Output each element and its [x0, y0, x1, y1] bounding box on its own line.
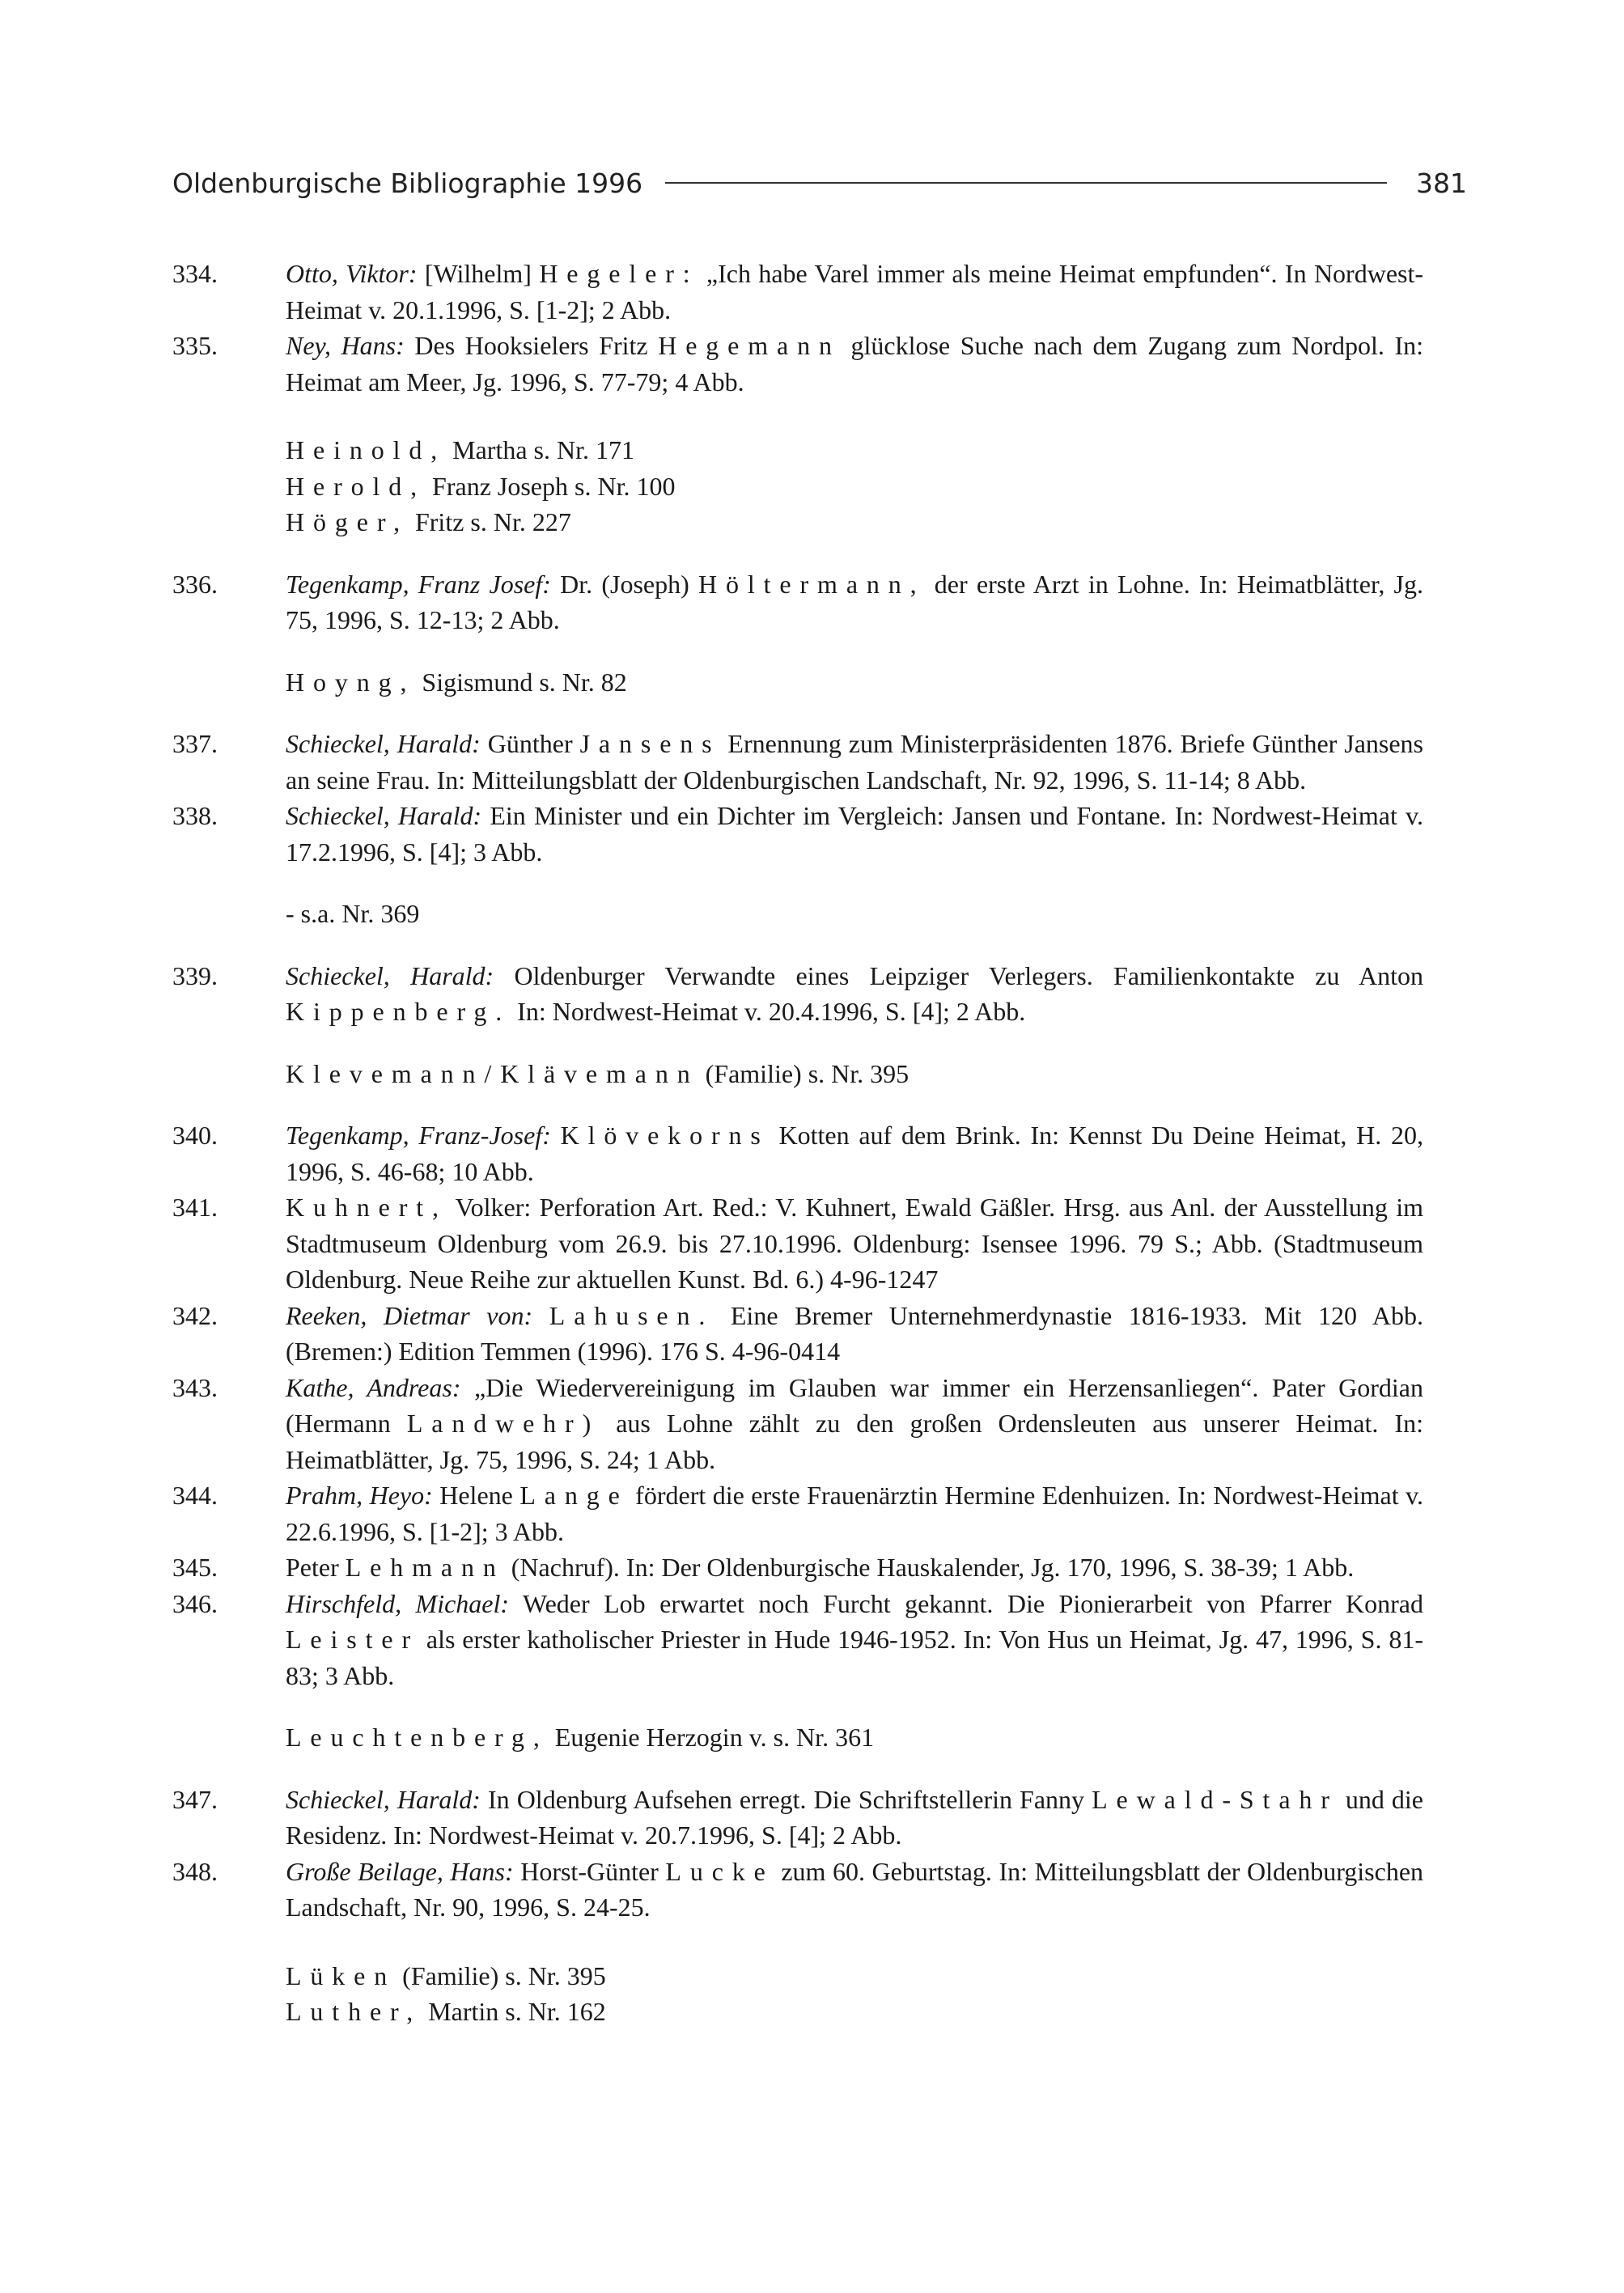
bibliography-list [172, 256, 1423, 2030]
entry-text: Sigismund s. Nr. 82 [415, 667, 627, 697]
entry-text: als erster katholischer Priester in Hude 1946-1952. In: Von Hus un Heimat, Jg. 47, 1996, S. 81-83; 3 Abb. [286, 1625, 1423, 1690]
entry-text: Martha s. Nr. 171 [446, 435, 634, 464]
bibliography-entry [172, 958, 1423, 1030]
entry-number: 348. [172, 1856, 218, 1886]
spaced-name: Kuhnert, [286, 1193, 447, 1222]
cross-reference [172, 896, 1423, 932]
spaced-name: Lange [519, 1481, 629, 1510]
entry-text [532, 1301, 549, 1330]
spacer [172, 1693, 1423, 1719]
page-number: 381 [1416, 167, 1467, 199]
entry-text: - s.a. Nr. 369 [286, 899, 420, 928]
spaced-name: Klevemann/Klävemann [286, 1058, 699, 1088]
entry-author: Ney, Hans: [286, 331, 405, 360]
bibliography-entry [172, 256, 1423, 328]
spacer [172, 638, 1423, 664]
entry-text: Kotten auf dem Brink. In: Kennst Du Deine Heimat, H. 20, 1996, S. 46-68; 10 Abb. [286, 1121, 1424, 1186]
entry-author: Schieckel, Harald: [286, 960, 494, 990]
entry-number: 334. [172, 259, 218, 288]
spaced-name: Klövekorns [560, 1121, 770, 1150]
entry-text: Franz Joseph s. Nr. 100 [426, 471, 676, 501]
cross-reference [172, 1719, 1423, 1756]
bibliography-entry [172, 1782, 1423, 1854]
entry-text: der erste Arzt in Lohne. In: Heimatblätter, Jg. 75, 1996, S. 12-13; 2 Abb. [286, 569, 1424, 634]
cross-reference [172, 1994, 1423, 2030]
spacer [172, 1091, 1423, 1117]
spacer [172, 870, 1423, 896]
entry-number: 343. [172, 1372, 218, 1402]
entry-text: [Wilhelm] [417, 259, 540, 288]
entry-author: Schieckel, Harald: [286, 801, 482, 830]
entry-number: 339. [172, 960, 218, 990]
spaced-name: Lewald-Stahr [1092, 1784, 1338, 1814]
spaced-name: Heinold, [286, 435, 447, 464]
bibliography-entry [172, 798, 1423, 870]
entry-text: Fritz s. Nr. 227 [408, 507, 571, 536]
spaced-name: Herold, [286, 471, 426, 501]
bibliography-entry [172, 1370, 1423, 1478]
entry-number: 344. [172, 1481, 218, 1510]
entry-text: fördert die erste Frauenärztin Hermine Edenhuizen. In: Nordwest-Heimat v. 22.6.1996, S. [1-2]; 3 Abb. [286, 1481, 1424, 1546]
spaced-name: Lüken [286, 1960, 396, 1990]
entry-number: 337. [172, 729, 218, 758]
entry-author: Otto, Viktor: [286, 259, 418, 288]
bibliography-entry [172, 726, 1423, 798]
cross-reference [172, 664, 1423, 701]
entry-text: Des Hooksielers Fritz [404, 331, 659, 360]
header-rule [665, 182, 1387, 184]
entry-text: Eine Bremer Unternehmerdynastie 1816-1933. Mit 120 Abb. (Bremen:) Edition Temmen (1996). 176 S. 4-96-0414 [286, 1300, 1424, 1366]
bibliography-entry [172, 1298, 1423, 1370]
spaced-name: Lahusen. [549, 1300, 714, 1330]
spacer [172, 700, 1423, 726]
entry-text [551, 1121, 561, 1150]
cross-reference [172, 504, 1423, 540]
spaced-name: Hoyng, [286, 667, 416, 697]
entry-text: Horst-Günter [513, 1856, 666, 1886]
spaced-name: Hegeler: [539, 259, 699, 288]
bibliography-entry [172, 328, 1423, 400]
spaced-name: Kippenberg. [286, 997, 511, 1026]
entry-author: Große Beilage, Hans: [286, 1856, 514, 1886]
entry-author: Reeken, Dietmar von: [286, 1300, 533, 1330]
entry-text: Weder Lob erwartet noch Furcht gekannt. Die Pionierarbeit von Pfarrer Konrad [509, 1588, 1424, 1618]
spacer [172, 932, 1423, 958]
cross-reference [172, 1958, 1423, 1994]
entry-number: 340. [172, 1121, 218, 1150]
entry-text: In: Nordwest-Heimat v. 20.4.1996, S. [4]; 2 Abb. [511, 997, 1026, 1026]
entry-text: zum 60. Geburtstag. In: Mitteilungsblatt der Oldenburgischen Landschaft, Nr. 90, 1996, S. 24-25. [286, 1856, 1424, 1922]
spaced-name: Landwehr) [406, 1409, 600, 1438]
entry-text: Eugenie Herzogin v. s. Nr. 361 [548, 1723, 875, 1752]
entry-author: Schieckel, Harald: [286, 1784, 481, 1814]
entry-text: Helene [432, 1481, 520, 1510]
entry-text: In Oldenburg Aufsehen erregt. Die Schriftstellerin Fanny [480, 1784, 1092, 1814]
bibliography-entry [172, 1189, 1423, 1298]
entry-author: Schieckel, Harald: [286, 729, 481, 758]
entry-number: 341. [172, 1193, 218, 1222]
bibliography-entry [172, 566, 1423, 638]
spaced-name: Lucke [665, 1856, 774, 1886]
entry-number: 338. [172, 801, 218, 830]
entry-text: Martin s. Nr. 162 [422, 1997, 606, 2026]
cross-reference [172, 1056, 1423, 1092]
entry-number: 346. [172, 1588, 218, 1618]
spaced-name: Hegemann [658, 331, 841, 360]
bibliography-entry [172, 1549, 1423, 1586]
spaced-name: Höger, [286, 507, 409, 536]
entry-author: Tegenkamp, Franz-Josef: [286, 1121, 551, 1150]
spaced-name: Höltermann, [698, 569, 926, 599]
entry-text: Ernennung zum Ministerpräsidenten 1876. Briefe Günther Jansens an seine Frau. In: Mitteilungsblatt der Oldenburgischen Landschaft, Nr. 92, 1996, S. 11-14; 8 Abb. [286, 729, 1424, 795]
entry-text: glücklose Suche nach dem Zugang zum Nordpol. In: Heimat am Meer, Jg. 1996, S. 77-79; 4 Abb. [286, 331, 1424, 396]
running-title: Oldenburgische Bibliographie 1996 [172, 167, 643, 199]
entry-number: 342. [172, 1300, 218, 1330]
spacer [172, 1030, 1423, 1056]
spacer [172, 540, 1423, 566]
entry-text: Peter [286, 1553, 346, 1582]
spaced-name: Jansens [579, 729, 721, 758]
spaced-name: Lehmann [345, 1553, 505, 1582]
entry-text: (Nachruf). In: Der Oldenburgische Hauskalender, Jg. 170, 1996, S. 38-39; 1 Abb. [504, 1553, 1355, 1582]
spaced-name: Luther, [286, 1997, 422, 2026]
cross-reference [172, 468, 1423, 505]
entry-text: und die Residenz. In: Nordwest-Heimat v. 20.7.1996, S. [4]; 2 Abb. [286, 1784, 1424, 1850]
bibliography-entry [172, 1477, 1423, 1549]
entry-text: aus Lohne zählt zu den großen Ordensleuten aus unserer Heimat. In: Heimatblätter, Jg. 75, 1996, S. 24; 1 Abb. [286, 1409, 1424, 1474]
spacer [172, 1926, 1423, 1958]
entry-text: „Ich habe Varel immer als meine Heimat empfunden“. In Nordwest-Heimat v. 20.1.1996, S. [1-2]; 2 Abb. [286, 259, 1424, 324]
spacer [172, 400, 1423, 432]
bibliography-entry [172, 1854, 1423, 1926]
entry-text: Oldenburger Verwandte eines Leipziger Verlegers. Familienkontakte zu Anton [494, 960, 1424, 990]
entry-number: 335. [172, 331, 218, 360]
page-header [172, 159, 1467, 207]
entry-number: 336. [172, 569, 218, 599]
entry-text: (Familie) s. Nr. 395 [396, 1960, 606, 1990]
entry-author: Prahm, Heyo: [286, 1481, 433, 1510]
entry-text: (Familie) s. Nr. 395 [698, 1058, 910, 1088]
entry-number: 345. [172, 1553, 218, 1582]
entry-number: 347. [172, 1784, 218, 1814]
spacer [172, 1756, 1423, 1782]
bibliography-entry [172, 1586, 1423, 1694]
entry-text: Günther [480, 729, 580, 758]
entry-text: „Die Wiedervereinigung im Glauben war immer ein Herzensanliegen“. Pater Gordian (Hermann [286, 1372, 1424, 1438]
entry-text: Volker: Perforation Art. Red.: V. Kuhnert, Ewald Gäßler. Hrsg. aus Anl. der Ausstellung im Stadtmuseum Oldenburg vom 26.9. bis 27.10.1996. Oldenburg: Isensee 1996. 79 S.; Abb. (Stadtmuseum Oldenburg. Neue Reihe zur aktuellen Kunst. Bd. 6.) 4-96-1247 [286, 1193, 1423, 1294]
bibliography-entry [172, 1117, 1423, 1189]
cross-reference [172, 432, 1423, 468]
spaced-name: Leister [286, 1625, 420, 1654]
spaced-name: Leuchtenberg, [286, 1723, 549, 1752]
entry-author: Tegenkamp, Franz Josef: [286, 569, 551, 599]
entry-author: Hirschfeld, Michael: [286, 1588, 510, 1618]
entry-text: Dr. (Joseph) [550, 569, 699, 599]
entry-text: Ein Minister und ein Dichter im Vergleich: Jansen und Fontane. In: Nordwest-Heimat v. 17.2.1996, S. [4]; 3 Abb. [286, 801, 1424, 867]
entry-author: Kathe, Andreas: [286, 1372, 461, 1402]
